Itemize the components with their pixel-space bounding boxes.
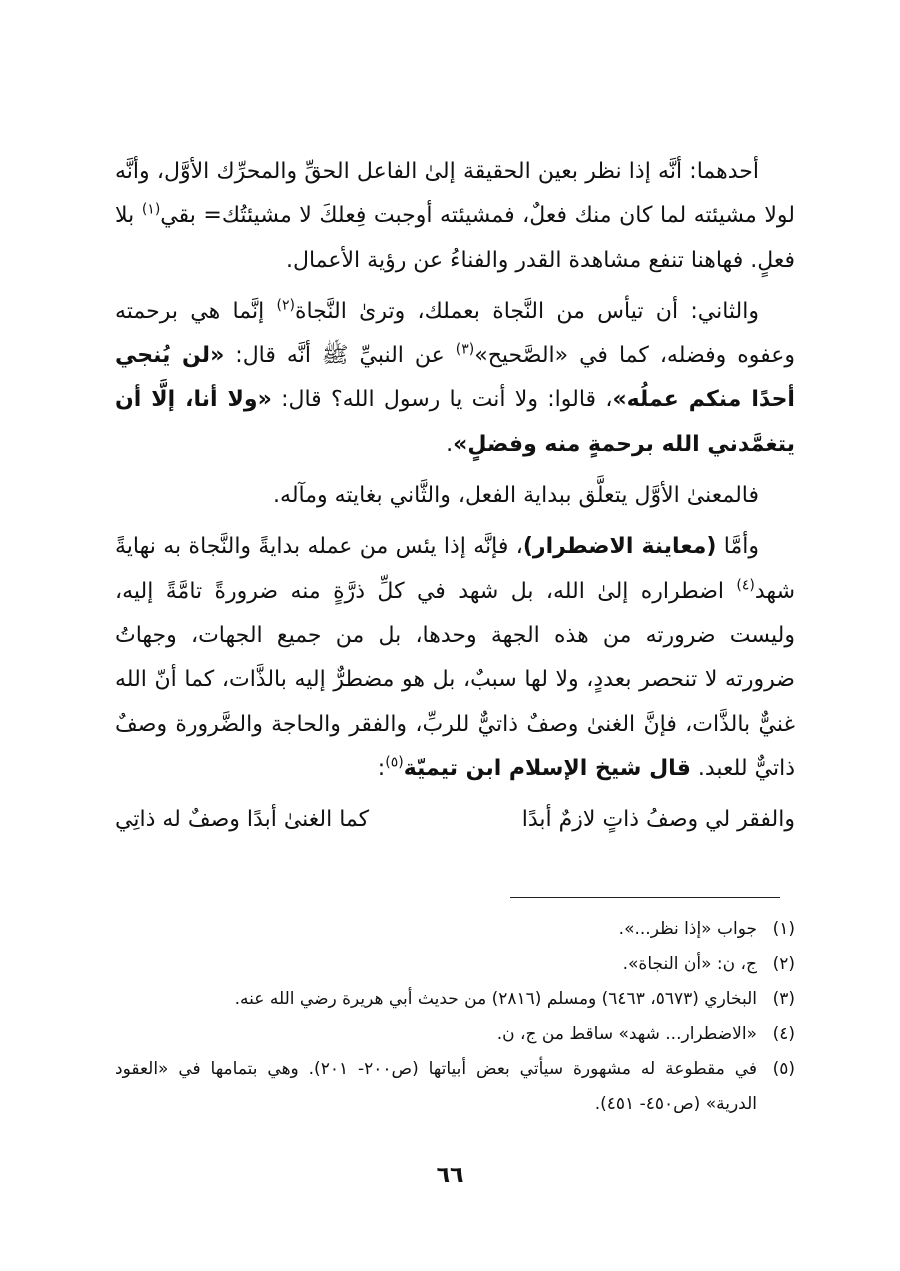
paragraph-2 (115, 290, 795, 467)
footnote-ref-1: (١) (141, 201, 161, 218)
paragraph-text: عن النبيِّ ﷺ أنَّه قال: (224, 343, 456, 369)
footnote (115, 982, 795, 1017)
paragraph-text: : (377, 755, 386, 781)
footnote (115, 1052, 795, 1122)
paragraph-1 (115, 150, 795, 283)
footnote (115, 912, 795, 947)
quote-attribution: قال شيخ الإسلام ابن تيميّة (403, 755, 691, 781)
footnote (115, 1017, 795, 1052)
paragraph-text: أحدهما: أنَّه إذا نظر بعين الحقيقة إلىٰ الفاعل الحقِّ والمحرِّك الأوَّل، وأنَّه لولا مشيئته لما كان منك فعلٌ، فمشيئته أوجبت فِعلكَ لا مشيئتُك= بقي (115, 159, 795, 229)
paragraph-text: اضطراره إلىٰ الله، بل شهد في كلِّ ذرَّةٍ منه ضرورةً تامَّةً إليه، وليست ضرورته من هذه الجهة وحدها، بل من جميع الجهات، وجهاتُ ضرورته لا تنحصر بعددٍ، ولا لها سببٌ، بل هو مضطرٌّ إليه بالذَّات، كما أنّ الله غنيٌّ بالذَّات، فإنَّ الغنىٰ وصفٌ ذاتيٌّ للربِّ، والفقر والحاجة والضَّرورة وصفٌ ذاتيٌّ للعبد. (115, 578, 795, 781)
footnote-number: (٤) (772, 1024, 795, 1044)
footnote-number: (٣) (772, 989, 795, 1009)
paragraph-text: ، قالوا: ولا أنت يا رسول الله؟ قال: (271, 387, 613, 413)
hadith-quote: «ولا أنا، إلَّا أن يتغمَّدني الله برحمةٍ منه وفضلٍ» (115, 387, 795, 457)
footnote-number: (٢) (772, 954, 795, 974)
paragraph-text: ، فإنَّه إذا يئس من عمله بدايةً والنَّجاة به نهايةً شهد (115, 534, 795, 604)
footnotes (115, 912, 795, 1122)
hadith-quote: «لن يُنجي أحدًا منكم عملُه» (115, 343, 795, 413)
footnote (115, 947, 795, 982)
heading-term: (معاينة الاضطرار) (522, 534, 717, 560)
paragraph-3 (115, 474, 795, 518)
footnote-text: جواب «إذا نظر...». (618, 919, 757, 939)
footnote-number: (١) (772, 919, 795, 939)
footnote-text: «الاضطرار... شهد» ساقط من ج، ن. (496, 1024, 757, 1044)
verse-first-hemistich: والفقر لي وصفُ ذاتٍ لازمٌ أبدًا (521, 807, 795, 833)
verse (115, 798, 795, 842)
footnote-ref-4: (٤) (736, 577, 755, 594)
paragraph-text: فالمعنىٰ الأوَّل يتعلَّق ببداية الفعل، والثَّاني بغايته ومآله. (273, 483, 759, 509)
paragraph-text: وأمَّا (716, 534, 760, 560)
footnote-ref-5: (٥) (385, 754, 404, 771)
footnote-text: ج، ن: «أن النجاة». (622, 954, 757, 974)
paragraph-text: والثاني: أن تيأس من النَّجاة بعملك، وترىٰ النَّجاة (294, 298, 760, 324)
footnote-ref-3: (٣) (455, 341, 475, 358)
footnote-text: البخاري (٥٦٧٣، ٦٤٦٣) ومسلم (٢٨١٦) من حديث أبي هريرة رضي الله عنه. (234, 989, 757, 1009)
main-text (115, 150, 795, 842)
paragraph-text: إنَّما هي برحمته وعفوه وفضله، كما في «الصَّحيح» (115, 298, 795, 369)
footnote-number: (٥) (772, 1059, 795, 1079)
footnote-text: في مقطوعة له مشهورة سيأتي بعض أبياتها (ص٢٠٠- ٢٠١). وهي بتمامها في «العقود الدرية» (ص٤٥٠- ٤٥١). (115, 1059, 757, 1114)
paragraph-text: . (446, 431, 454, 457)
paragraph-text: بلا فعلٍ. فهاهنا تنفع مشاهدة القدر والفناءُ عن رؤية الأعمال. (115, 203, 795, 273)
footnote-separator (510, 897, 780, 898)
verse-second-hemistich: كما الغنىٰ أبدًا وصفٌ له ذاتِي (115, 807, 370, 833)
page-number: ٦٦ (436, 1163, 464, 1188)
paragraph-4 (115, 525, 795, 791)
footnote-ref-2: (٢) (276, 297, 295, 314)
